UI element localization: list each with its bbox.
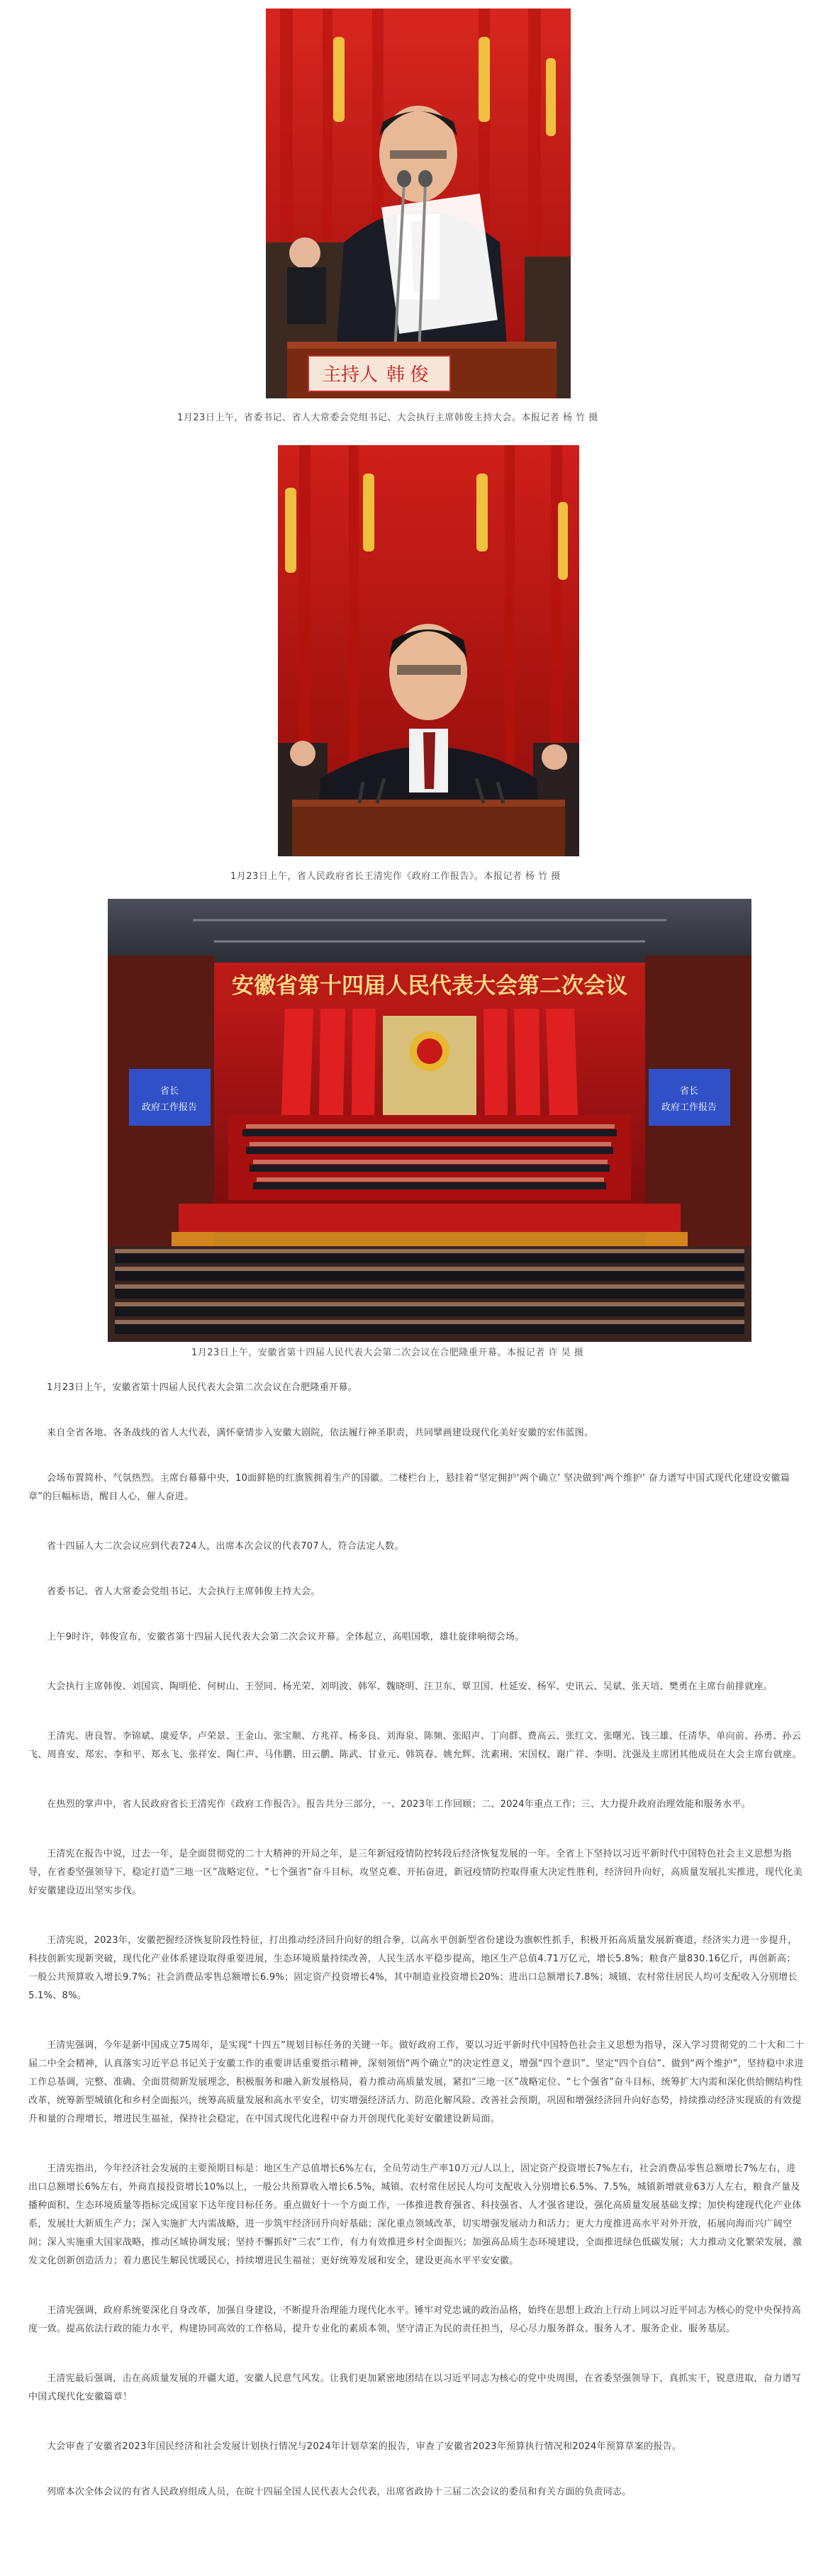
paragraph-6: 上午9时许，韩俊宣布，安徽省第十四届人民代表大会第二次会议开幕。全体起立，高唱国歌，雄壮旋律响彻会场。 [47,1632,525,1642]
paragraph-15: 王清宪最后强调，击在高质量发展的开疆大道，安徽人民意气风发。让我们更加紧密地团结在以习近平同志为核心的党中央周围，在省委坚强领导下，真抓实干，锐意进取，奋力谱写中国式现代化安徽篇章！ [28,2373,802,2402]
paragraph-4: 省十四届人大二次会议应到代表724人，出席本次会议的代表707人，符合法定人数。 [47,1541,404,1552]
paragraph-2: 来自全省各地、各条战线的省人大代表，满怀豪情步入安徽大剧院，依法履行神圣职责，共同擘画建设现代化美好安徽的宏伟蓝图。 [47,1428,594,1438]
paragraph-16: 大会审查了安徽省2023年国民经济和社会发展计划执行情况与2024年计划草案的报告，审查了安徽省2023年预算执行情况和2024年预算草案的报告。 [47,2441,682,2452]
photo-governor-report [278,445,579,856]
paragraph-3: 会场布置简朴、气氛热烈。主席台幕幕中央，10面鲜艳的红旗簇拥着生产的国徽。二楼栏台上，悬挂着“坚定拥护‘两个确立’ 坚决做到‘两个维护’ 奋力谱写中国式现代化建设安徽篇章”的巨幅标语，醒目人心，催人奋进。 [28,1473,790,1502]
photo-caption-2: 1月23日上午，省人民政府省长王清宪作《政府工作报告》。本报记者 杨 竹 摄 [230,871,561,882]
paragraph-17: 列席本次全体会议的有省人民政府组成人员，在皖十四届全国人民代表大会代表，出席省政协十三届二次会议的委员和有关方面的负责同志。 [47,2487,632,2497]
photo-caption-1: 1月23日上午，省委书记、省人大常委会党组书记、大会执行主席韩俊主持大会。本报记者 杨 竹 摄 [177,413,598,423]
screen-left-line2: 政府工作报告 [141,1102,198,1112]
paragraph-7: 大会执行主席韩俊、刘国宾、陶明伦、何树山、王翌同、杨光荣、刘明波、韩军、魏晓明、汪卫东、覃卫国、杜延安、杨军、史讯云、吴斌、张天培、樊勇在主席台前排就座。 [47,1681,773,1692]
paragraph-12: 王清宪强调，今年是新中国成立75周年，是实现“十四五”规划目标任务的关键一年。做好政府工作，要以习近平新时代中国特色社会主义思想为指导，深入学习贯彻党的二十大和二十届二中全会精神，认真落实习近平总书记关于安徽工作的重要讲话重要指示精神，深刻领悟“两个确立”的决定性意义，增强“四个意识”、坚定“四个自信”、做到“两个维护”，坚持稳中求进工作总基调，完整、准确、全面贯彻新发展理念，积极服务和融入新发展格局，着力推动高质量发展，紧扣“三地一区”战略定位、“七个强省”奋斗目标，统筹扩大内需和深化供给侧结构性改革，统筹新型城镇化和乡村全面振兴，统筹高质量发展和高水平安全，切实增强经济活力、防范化解风险、改善社会预期，巩固和增强经济回升向好态势，持续推动经济实现质的有效提升和量的合理增长，增进民生福祉，保持社会稳定，在中国式现代化进程中奋力开创现代化美好安徽建设新局面。 [28,2040,805,2124]
photo-assembly-hall [108,899,751,1342]
paragraph-5: 省委书记、省人大常委会党组书记、大会执行主席韩俊主持大会。 [47,1586,320,1597]
paragraph-10: 王清宪在报告中说，过去一年，是全面贯彻党的二十大精神的开局之年，是三年新冠疫情防控转段后经济恢复发展的一年。全省上下坚持以习近平新时代中国特色社会主义思想为指导，在省委坚强领导下，稳定打造“三地一区”战略定位、“七个强省”奋斗目标，攻坚克难、开拓奋进，新冠疫情防控取得重大决定性胜利，经济回升向好，高质量发展扎实推进，现代化美好安徽建设迈出坚实步伐。 [28,1849,803,1896]
screen-left-line1: 省长 [160,1085,179,1096]
screen-right-line1: 省长 [679,1085,699,1096]
nameplate-label: 主持人 [323,364,379,385]
screen-right-line2: 政府工作报告 [661,1102,717,1112]
photo-governor-report-image [278,445,579,856]
nameplate-name: 韩 俊 [386,364,429,385]
paragraph-8: 王清宪、唐良智、李锦斌、虞爱华、卢荣景、王金山、张宝顺、方兆祥、杨多良、刘海泉、陈频、张昭声、丁向群、费高云、张红文、张曙光、钱三雄、任清华、单向前、孙勇、孙云飞、周喜安、郑宏、李和平、郑永飞、张祥安、陶仁声、马伟鹏、田云鹏、陈武、甘业元、韩筑春、姚允辉、沈素琍、宋国权、谢广祥、李明、沈强及主席团其他成员在大会主席台就座。 [28,1731,802,1760]
photo-chairman-presiding-image [266,9,571,398]
article-body [28,1379,805,2529]
photo-assembly-hall-image [108,899,751,1342]
photo-chairman-presiding [266,9,571,398]
hall-banner: 安徽省第十四届人民代表大会第二次会议 [232,973,627,998]
paragraph-9: 在热烈的掌声中，省人民政府省长王清宪作《政府工作报告》。报告共分三部分，一、2023年工作回顾；二、2024年重点工作；三、大力提升政府治理效能和服务水平。 [47,1799,751,1810]
paragraph-13: 王清宪指出，今年经济社会发展的主要预期目标是：地区生产总值增长6%左右，全员劳动生产率10万元/人以上，固定资产投资增长7%左右，社会消费品零售总额增长7%左右，进出口总额增长6%左右，外商直接投资增长10%以上，一般公共预算收入增长6.5%，城镇、农村常住居民人均可支配收入分别增长6.5%、7.5%，城镇新增就业63万人左右，粮食产量及播种面积、生态环境质量等指标完成国家下达年度目标任务。重点做好十一个方面工作，一体推进教育强省、科技强省、人才强省建设，强化高质量发展基础支撑；加快构建现代化产业体系，发展壮大新质生产力；深入实施扩大内需战略，进一步筑牢经济回升向好基础；深化重点领域改革，切实增强发展动力和活力；更大力度推进高水平对外开放，拓展向海而兴广阔空间；深入实施重大国家战略，推动区域协调发展；坚持不懈抓好“三农”工作，有力有效推进乡村全面振兴；加强高品质生态环境建设，全面推进绿色低碳发展；大力推动文化繁荣发展，激发文化创新创造活力；着力惠民生解民忧暖民心，持续增进民生福祉；更好统筹发展和安全，建设更高水平平安安徽。 [28,2163,803,2266]
paragraph-1: 1月23日上午，安徽省第十四届人民代表大会第二次会议在合肥隆重开幕。 [47,1382,358,1393]
paragraph-11: 王清宪说，2023年，安徽把握经济恢复阶段性特征，打出推动经济回升向好的组合拳，以高水平创新型省份建设为旗帜性抓手，积极开拓高质量发展新赛道，经济实力进一步提升，科技创新实现新突破，现代化产业体系建设取得重要进展，生态环境质量持续改善，人民生活水平稳步提高，地区生产总值4.71万亿元，增长5.8%；粮食产量830.16亿斤，再创新高；一般公共预算收入增长9.7%；社会消费品零售总额增长6.9%；固定资产投资增长4%，其中制造业投资增长20%；进出口总额增长7.8%；城镇、农村常住居民人均可支配收入分别增长5.1%、8%。 [28,1935,798,2001]
paragraph-14: 王清宪强调，政府系统要深化自身改革，加强自身建设，不断提升治理能力现代化水平。锤牢对党忠诚的政治品格，始终在思想上政治上行动上同以习近平同志为核心的党中央保持高度一致。提高依法行政的能力水平，构建协同高效的工作格局，提升专业化的素质本领，坚守清正为民的责任担当，尽心尽力服务群众、服务人才、服务企业、服务基层。 [28,2305,802,2334]
photo-caption-3: 1月23日上午，安徽省第十四届人民代表大会第二次会议在合肥隆重开幕。本报记者 许 昊 摄 [191,1348,584,1358]
